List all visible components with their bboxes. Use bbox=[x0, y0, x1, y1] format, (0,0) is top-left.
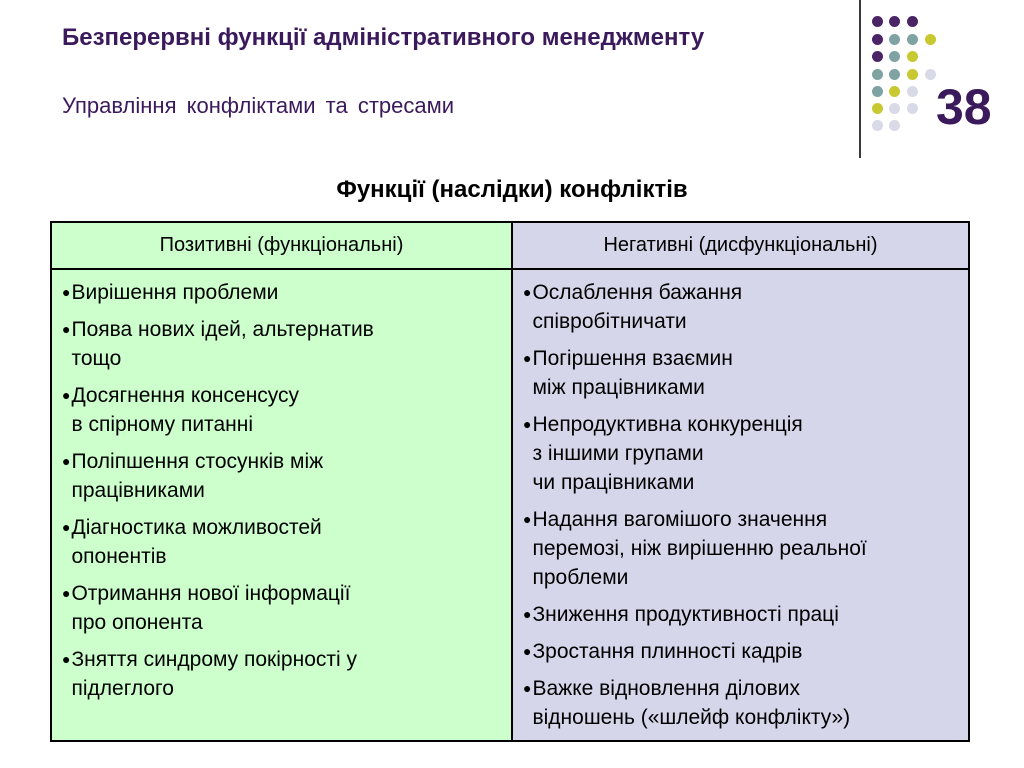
list-item-text: Поява нових ідей, альтернатив тощо bbox=[71, 318, 374, 370]
decorative-dot bbox=[889, 69, 900, 80]
bullet-icon: ● bbox=[523, 606, 532, 622]
negative-list bbox=[513, 270, 968, 740]
list-item bbox=[523, 505, 960, 592]
list-item bbox=[62, 315, 503, 373]
list-item bbox=[62, 278, 503, 307]
decorative-dot bbox=[889, 120, 900, 131]
decorative-dot bbox=[907, 51, 918, 62]
decorative-dot bbox=[872, 103, 883, 114]
decorative-dot bbox=[907, 16, 918, 27]
list-item-text: Зростання плинності кадрів bbox=[532, 640, 803, 663]
slide-title: Безперервні функції адміністративного менеджменту bbox=[62, 24, 705, 51]
list-item-text: Надання вагомішого значення перемозі, ніж вирішенню реальної проблеми bbox=[532, 508, 867, 589]
column-header-positive: Позитивні (функціональні) bbox=[52, 223, 513, 270]
bullet-icon: ● bbox=[62, 519, 71, 535]
list-item-text: Отримання нової інформації про опонента bbox=[71, 582, 351, 634]
list-item-text: Погіршення взаємин між працівниками bbox=[532, 347, 733, 399]
page-number: 38 bbox=[936, 79, 992, 135]
decorative-dot bbox=[872, 120, 883, 131]
bullet-icon: ● bbox=[523, 350, 532, 366]
decorative-dot bbox=[889, 86, 900, 97]
bullet-icon: ● bbox=[62, 585, 71, 601]
list-item bbox=[523, 410, 960, 497]
bullet-icon: ● bbox=[523, 643, 532, 659]
positive-list bbox=[52, 270, 513, 740]
list-item bbox=[523, 674, 960, 732]
list-item-text: Зниження продуктивності праці bbox=[532, 603, 839, 626]
list-item-text: Досягнення консенсусу в спірному питанні bbox=[71, 384, 300, 436]
bullet-icon: ● bbox=[523, 511, 532, 527]
bullet-icon: ● bbox=[523, 680, 532, 696]
table-heading: Функції (наслідки) конфліктів bbox=[336, 176, 688, 203]
bullet-icon: ● bbox=[62, 453, 71, 469]
list-item-text: Вирішення проблеми bbox=[71, 281, 279, 304]
list-item-text: Непродуктивна конкуренція з іншими групами чи працівниками bbox=[532, 413, 803, 494]
list-item-text: Діагностика можливостей опонентів bbox=[71, 516, 322, 568]
list-item bbox=[62, 579, 503, 637]
list-item-text: Зняття синдрому покірності у підлеглого bbox=[71, 648, 357, 700]
list-item-text: Важке відновлення ділових відношень («шлейф конфлікту») bbox=[532, 677, 851, 729]
bullet-icon: ● bbox=[62, 387, 71, 403]
column-header-negative: Негативні (дисфункціональні) bbox=[513, 223, 968, 270]
list-item bbox=[523, 600, 960, 629]
list-item bbox=[62, 645, 503, 703]
bullet-icon: ● bbox=[62, 651, 71, 667]
list-item bbox=[62, 513, 503, 571]
decorative-dot bbox=[889, 103, 900, 114]
list-item bbox=[523, 637, 960, 666]
decorative-dot bbox=[907, 86, 918, 97]
decorative-dot bbox=[907, 103, 918, 114]
decorative-dot bbox=[907, 69, 918, 80]
bullet-icon: ● bbox=[523, 416, 532, 432]
list-item bbox=[523, 278, 960, 336]
decorative-dot bbox=[872, 16, 883, 27]
list-item bbox=[62, 447, 503, 505]
list-item-text: Ослаблення бажання співробітничати bbox=[532, 281, 743, 333]
decorative-dot bbox=[872, 69, 883, 80]
decorative-dot bbox=[889, 34, 900, 45]
decorative-dot bbox=[889, 16, 900, 27]
decorative-dot bbox=[872, 86, 883, 97]
decorative-dot bbox=[925, 34, 936, 45]
conflict-functions-table bbox=[50, 221, 970, 742]
decorative-dot bbox=[889, 51, 900, 62]
decorative-dot bbox=[925, 69, 936, 80]
bullet-icon: ● bbox=[62, 284, 71, 300]
decorative-dot bbox=[907, 34, 918, 45]
list-item-text: Поліпшення стосунків між працівниками bbox=[71, 450, 324, 502]
bullet-icon: ● bbox=[523, 284, 532, 300]
decorative-dot bbox=[872, 34, 883, 45]
decorative-dot bbox=[872, 51, 883, 62]
bullet-icon: ● bbox=[62, 321, 71, 337]
slide-subtitle: Управління конфліктами та стресами bbox=[62, 93, 455, 118]
list-item bbox=[523, 344, 960, 402]
list-item bbox=[62, 381, 503, 439]
header-divider-line bbox=[859, 0, 861, 158]
